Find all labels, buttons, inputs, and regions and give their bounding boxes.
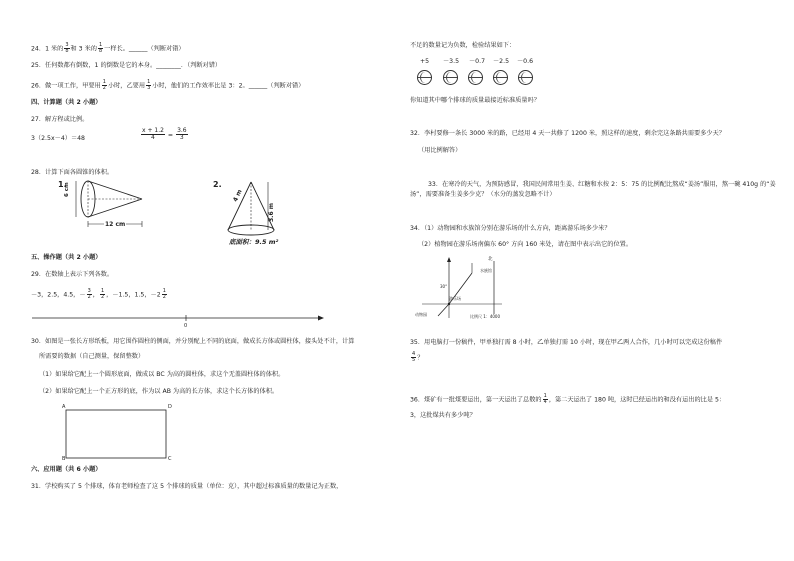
question-24: 24．1 米的 $\frac{3}{8}$ 和 3 米的 $\frac{1}{8}$ 一样长。______（判断对错）: [31, 42, 185, 54]
question-30-line-2: 所需要的数据（自己测量，保留整数）: [39, 353, 145, 360]
question-28: 28．计算下面各圆锥的体积。: [31, 169, 114, 176]
vertex-a: A: [62, 404, 66, 410]
question-34-line-1: 34．（1）动物园和水族馆分别在游乐场的什么方向，距离游乐场多少米？: [410, 225, 611, 232]
question-32-line-1: 32．李村要修一条长 3000 米的路，已经用 4 天一共修了 1200 米，照这样的速度，剩余完这条路共需要多少天？: [410, 130, 725, 137]
question-29: 29．在数轴上表示下列各数。: [31, 271, 114, 278]
cone-1-width-label: 12 cm: [105, 221, 126, 228]
cone-figure-2: [222, 178, 292, 243]
question-26: 26．做一项工作，甲要用 $\frac{1}{2}$ 小时，乙要用 $\frac{1}{3}$ 小时，他们的工作效率比是 3：2。______（判断对错）: [31, 79, 305, 91]
question-35-fraction: $\frac{4}{5}$ ？: [412, 351, 424, 363]
volleyball-icon: [518, 70, 533, 85]
number-list: －3，2.5，4.5，－ $\frac{3}{2}$ ， $\frac{1}{2}$ ，－1.5，1.5，－2 $\frac{1}{2}$: [31, 288, 166, 300]
cone-2-base-label: 底面积：9.5 m²: [229, 238, 279, 246]
volleyball-icon: [443, 70, 458, 85]
cone-1-height-label: 6 cm: [64, 182, 70, 197]
question-36-line-2: 3，这批煤共有多少吨？: [410, 412, 476, 419]
figure-1-number: 1.: [58, 180, 67, 189]
equation-2: $\frac{x + 1.2}{4}$ = $\frac{3.6}{3}$: [142, 127, 187, 141]
section-heading-calc: 四、计算题（共 2 小题）: [31, 99, 102, 106]
vertex-c: C: [168, 456, 172, 462]
ball-value-2: －3.5: [443, 58, 460, 65]
zoo-label: 动物园: [415, 312, 427, 317]
ball-value-5: －0.6: [517, 58, 534, 65]
cone-2-height-label: 3.6 m: [268, 203, 275, 222]
cone-2-slant-label: 4 m: [232, 188, 244, 203]
fraction: $\frac{1}{3}$: [147, 79, 151, 91]
angle-label: 30°: [440, 284, 448, 289]
section-heading-operation: 五、操作题（共 2 小题）: [31, 254, 102, 261]
fraction: $\frac{3}{8}$: [65, 42, 69, 54]
equation-1: 3（2.5x－4）＝48: [31, 135, 85, 142]
question-36: 36．煤矿有一批煤要运出，第一天运出了总数的 $\frac{1}{4}$ ，第二天运出了 180 吨，这时已经运出的和没有运出的比是 5：: [410, 393, 726, 405]
ball-value-4: －2.5: [493, 58, 510, 65]
volleyball-icon: [417, 70, 432, 85]
question-32-line-2: （用比例解答）: [418, 147, 462, 154]
section-heading-application: 六、应用题（共 6 小题）: [31, 466, 102, 473]
aquarium-label: 水族馆: [480, 268, 492, 273]
park-label: 游乐场: [449, 296, 461, 301]
number-line: [32, 313, 332, 333]
fraction: $\frac{1}{8}$: [98, 42, 103, 54]
question-25: 25．任何数都有倒数，1 的倒数是它的本身。________．（判断对错）: [31, 62, 222, 69]
fraction: $\frac{1}{2}$: [102, 79, 106, 91]
question-30-line-4: （2）如果给它配上一个正方形的底，作为以 AB 为高的长方体，求这个长方体的体积。: [39, 388, 279, 395]
vertex-d: D: [168, 404, 172, 410]
ball-value-3: －0.7: [469, 58, 486, 65]
north-label: 北: [488, 257, 493, 262]
question-35: 35．用电脑打一份稿件，甲单独打需 8 小时，乙单独打需 10 小时，现在甲乙两人合作，几小时可以完成这份稿件: [410, 339, 723, 346]
figure-2-number: 2.: [213, 180, 222, 189]
question-31: 31．学校购买了 5 个排球，体育老师检查了这 5 个排球的质量（单位：克），其中超过标准质量的数量记为正数，: [31, 483, 343, 490]
volleyball-icon: [468, 70, 483, 85]
vertex-b: B: [62, 456, 66, 462]
question-34-line-2: （2）植物园在游乐场南偏东 60° 方向 160 米处，请在图中表示出它的位置。: [418, 241, 633, 248]
ball-value-1: +5: [420, 58, 430, 65]
question-30-line-1: 30．如图是一张长方形纸板，用它围作圆柱的侧面，并分别配上不同的底面，做成长方体或圆柱体，接头处不计，计算: [31, 338, 355, 345]
question-27: 27．解方程或比例。: [31, 116, 89, 123]
question-31-ask: 你知道其中哪个排球的质量最接近标准质量吗？: [410, 97, 540, 104]
question-31-continued: 不足的数量记为负数，检验结果如下：: [410, 42, 516, 49]
question-30-line-3: （1）如果给它配上一个圆形底面，做成以 BC 为高的圆柱体，求这个无盖圆柱体的体积。: [39, 371, 285, 378]
map-scale: 比例尺 1：4000: [470, 314, 500, 319]
question-33: 33．在寒冷的天气，为预防感冒，我国民间常用生姜、红糖和水按 2：5：75 的比例配比熬成“姜汤”服用，熬一碗 410g 的“姜汤”，需要准备生姜多少克？（水分的蒸发忽略不计）: [410, 181, 776, 198]
rectangle-figure: [60, 404, 180, 464]
number-line-zero-label: 0: [184, 323, 188, 329]
volleyball-icon: [493, 70, 508, 85]
